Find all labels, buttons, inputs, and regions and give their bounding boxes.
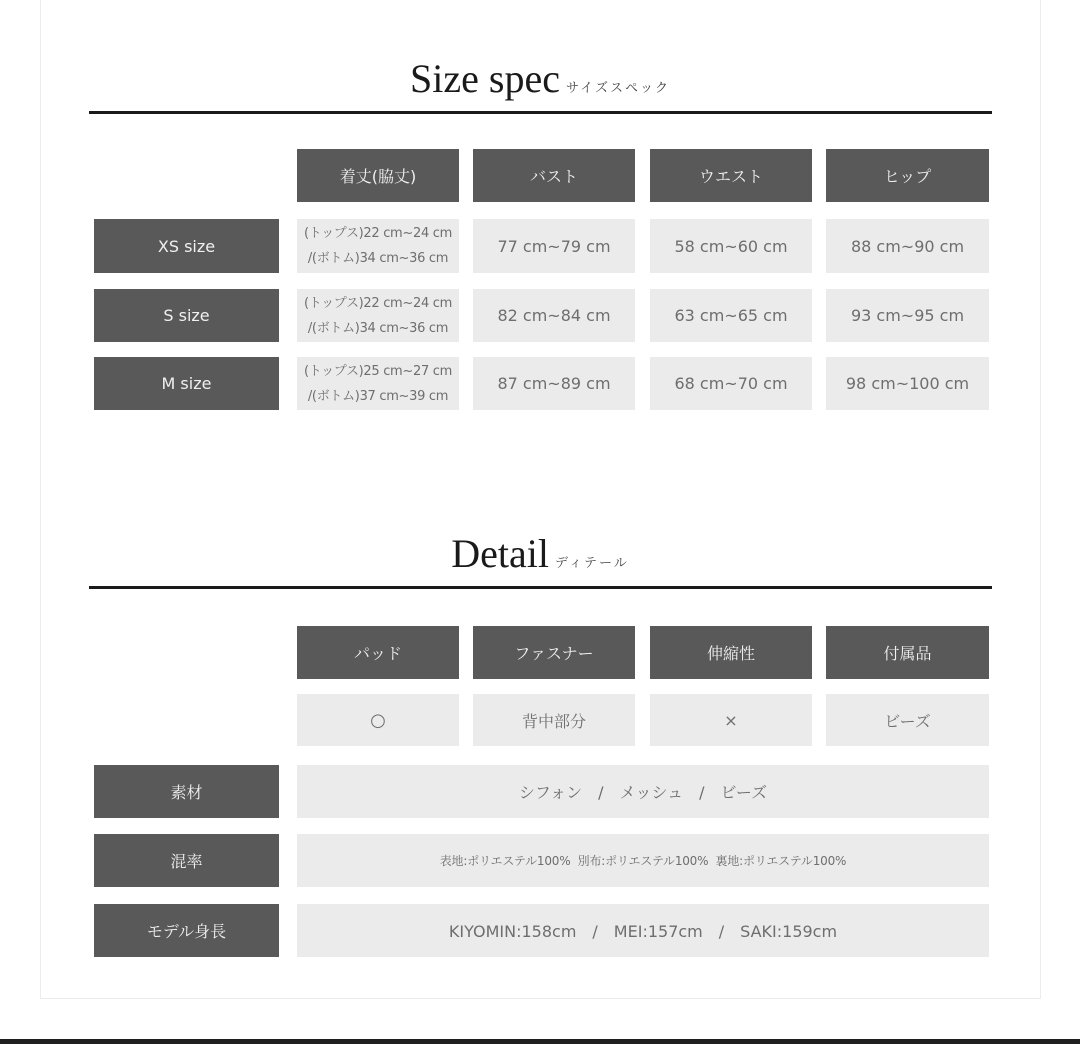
row-label-composition: 混率 <box>94 834 279 887</box>
cell-m-length-bottoms: /(ボトム)37 cm~39 cm <box>307 388 449 404</box>
cell-m-waist: 68 cm~70 cm <box>650 357 812 410</box>
size-spec-heading <box>0 55 1080 102</box>
detail-heading <box>0 530 1080 577</box>
size-spec-subtitle: サイズスペック <box>565 81 670 96</box>
row-label-material: 素材 <box>94 765 279 818</box>
cell-s-waist: 63 cm~65 cm <box>650 289 812 342</box>
cell-m-length <box>297 357 459 410</box>
column-header-hip: ヒップ <box>826 149 989 202</box>
detail-subtitle: ディテール <box>555 556 629 571</box>
row-label-s: S size <box>94 289 279 342</box>
column-header-length: 着丈(脇丈) <box>297 149 459 202</box>
cell-zipper-value: 背中部分 <box>473 694 635 746</box>
column-header-accessories: 付属品 <box>826 626 989 679</box>
row-label-xs: XS size <box>94 219 279 273</box>
cell-xs-hip: 88 cm~90 cm <box>826 219 989 273</box>
detail-title: Detail <box>451 531 550 576</box>
size-spec-divider <box>89 111 992 114</box>
cell-xs-waist: 58 cm~60 cm <box>650 219 812 273</box>
column-header-bust: バスト <box>473 149 635 202</box>
column-header-stretch: 伸縮性 <box>650 626 812 679</box>
cell-composition-value: 表地:ポリエステル100% 別布:ポリエステル100% 裏地:ポリエステル100% <box>297 834 989 887</box>
cell-pad-value: ○ <box>297 694 459 746</box>
column-header-waist: ウエスト <box>650 149 812 202</box>
cell-xs-bust: 77 cm~79 cm <box>473 219 635 273</box>
cell-xs-length-bottoms: /(ボトム)34 cm~36 cm <box>307 251 449 266</box>
cell-m-hip: 98 cm~100 cm <box>826 357 989 410</box>
column-header-zipper: ファスナー <box>473 626 635 679</box>
cell-model-height-value: KIYOMIN:158cm / MEI:157cm / SAKI:159cm <box>297 904 989 957</box>
cell-stretch-value: × <box>650 694 812 746</box>
cell-m-bust: 87 cm~89 cm <box>473 357 635 410</box>
cell-s-length-bottoms: /(ボトム)34 cm~36 cm <box>307 320 449 336</box>
cell-s-length <box>297 289 459 342</box>
detail-divider <box>89 586 992 589</box>
cell-xs-length-tops: (トップス)22 cm~24 cm <box>304 226 452 241</box>
size-spec-title: Size spec <box>410 56 560 101</box>
cell-m-length-tops: (トップス)25 cm~27 cm <box>304 363 452 379</box>
cell-s-bust: 82 cm~84 cm <box>473 289 635 342</box>
row-label-model-height: モデル身長 <box>94 904 279 957</box>
cell-s-length-tops: (トップス)22 cm~24 cm <box>304 295 452 311</box>
cell-material-value: シフォン / メッシュ / ビーズ <box>297 765 989 818</box>
cell-s-hip: 93 cm~95 cm <box>826 289 989 342</box>
column-header-pad: パッド <box>297 626 459 679</box>
bottom-edge-bar <box>0 1039 1080 1044</box>
cell-accessories-value: ビーズ <box>826 694 989 746</box>
row-label-m: M size <box>94 357 279 410</box>
cell-xs-length <box>297 219 459 273</box>
